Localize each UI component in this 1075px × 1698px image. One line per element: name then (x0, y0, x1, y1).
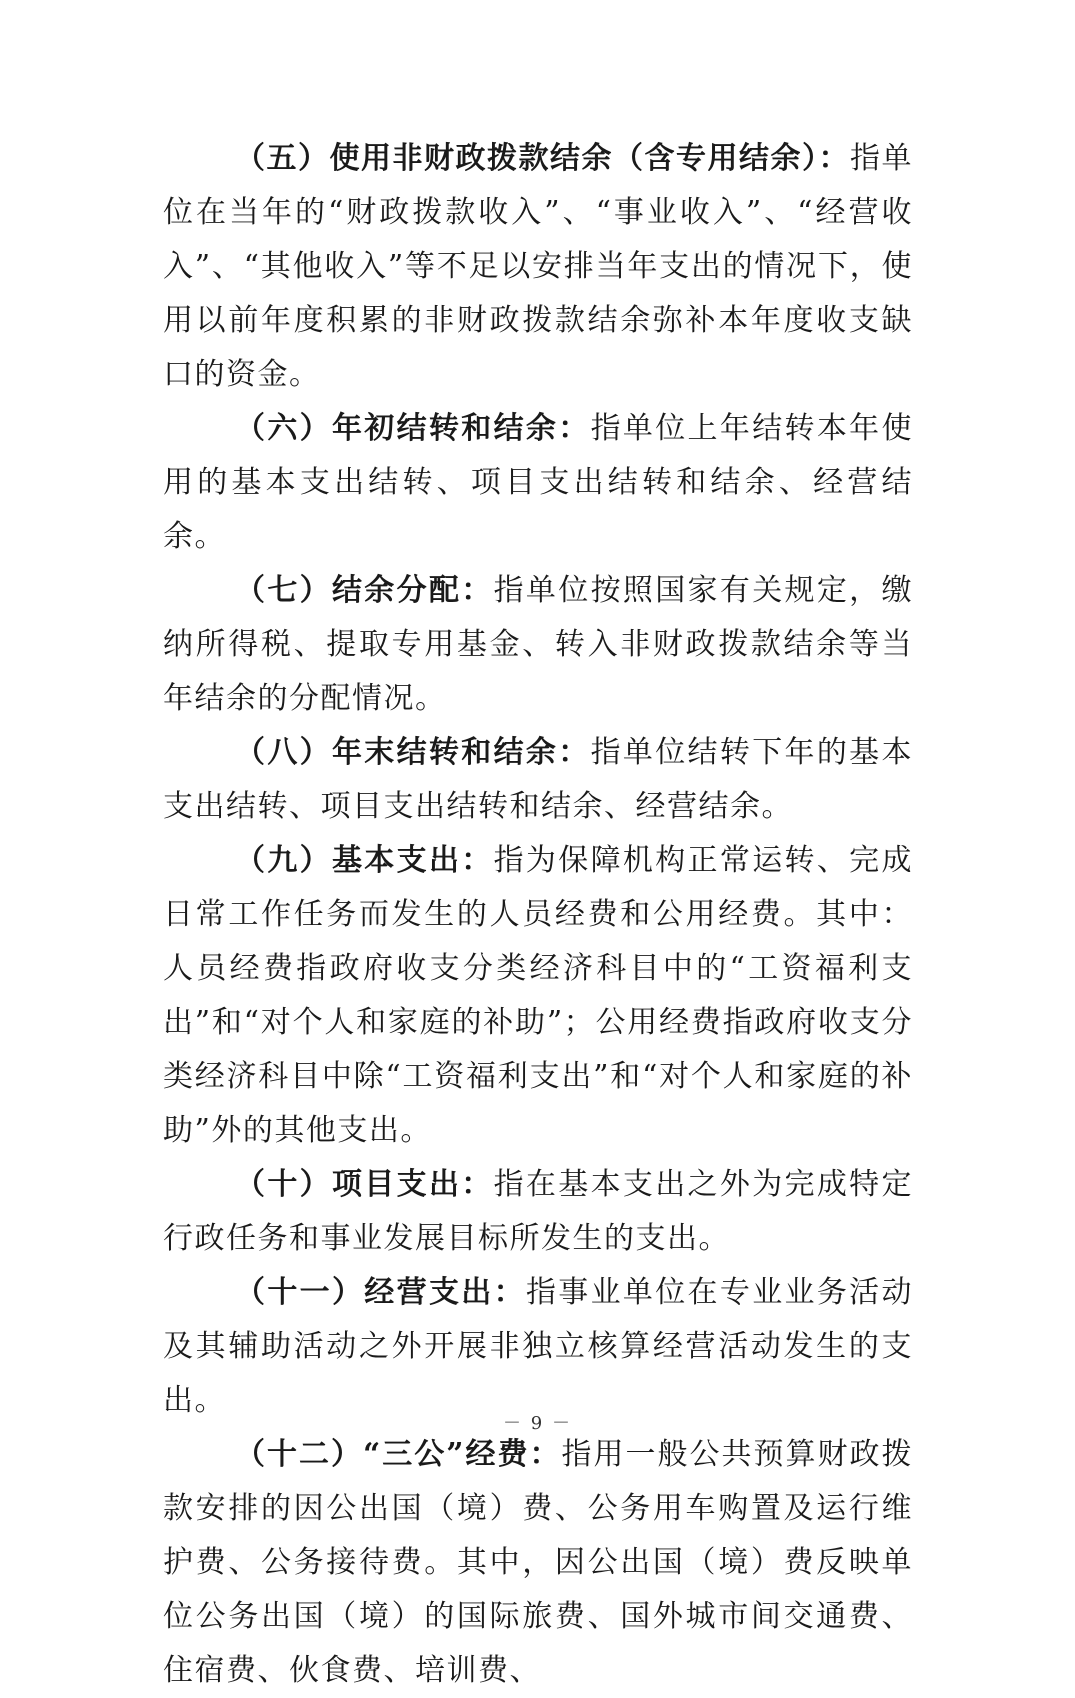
term-definition: 指单位在当年的“财政拨款收入”、“事业收入”、“经营收入”、“其他收入”等不足以安排当年支出的情况下，使用以前年度积累的非财政拨款结余弥补本年度收支缺口的资金。 (163, 141, 913, 392)
paragraph-item-7 (163, 564, 913, 726)
term-definition: 指单位结转下年的基本支出结转、项目支出结转和结余、经营结余。 (163, 735, 914, 824)
term-definition: 指单位上年结转本年使用的基本支出结转、项目支出结转和结余、经营结余。 (163, 411, 914, 554)
term-definition: 指事业单位在专业业务活动及其辅助活动之外开展非独立核算经营活动发生的支出。 (163, 1275, 914, 1418)
term-definition: 指用一般公共预算财政拨款安排的因公出国（境）费、公务用车购置及运行维护费、公务接待费。其中，因公出国（境）费反映单位公务出国（境）的国际旅费、国外城市间交通费、住宿费、伙食费、培训费、 (163, 1437, 914, 1688)
page-number: － 9 － (503, 1413, 572, 1434)
term-definition: 指单位按照国家有关规定，缴纳所得税、提取专用基金、转入非财政拨款结余等当年结余的分配情况。 (163, 573, 914, 716)
body-text (163, 132, 913, 1698)
paragraph-item-5 (163, 132, 913, 402)
term-label: （十一）经营支出： (235, 1275, 526, 1310)
term-label: （七）结余分配： (235, 573, 494, 608)
paragraph-item-12 (163, 1428, 913, 1698)
term-definition: 指为保障机构正常运转、完成日常工作任务而发生的人员经费和公用经费。其中：人员经费指政府收支分类经济科目中的“工资福利支出”和“对个人和家庭的补助”；公用经费指政府收支分类经济科目中除“工资福利支出”和“对个人和家庭的补助”外的其他支出。 (163, 843, 914, 1148)
term-definition: 指在基本支出之外为完成特定行政任务和事业发展目标所发生的支出。 (163, 1167, 914, 1256)
paragraph-item-9 (163, 834, 913, 1158)
paragraph-item-8 (163, 726, 913, 834)
term-label: （五）使用非财政拨款结余（含专用结余）： (235, 141, 850, 176)
term-label: （十二）“三公”经费： (235, 1437, 562, 1472)
term-label: （八）年末结转和结余： (235, 735, 591, 770)
term-label: （十）项目支出： (235, 1167, 494, 1202)
paragraph-item-10 (163, 1158, 913, 1266)
term-label: （九）基本支出： (235, 843, 494, 878)
term-label: （六）年初结转和结余： (235, 411, 591, 446)
paragraph-item-11 (163, 1266, 913, 1428)
paragraph-item-6 (163, 402, 913, 564)
